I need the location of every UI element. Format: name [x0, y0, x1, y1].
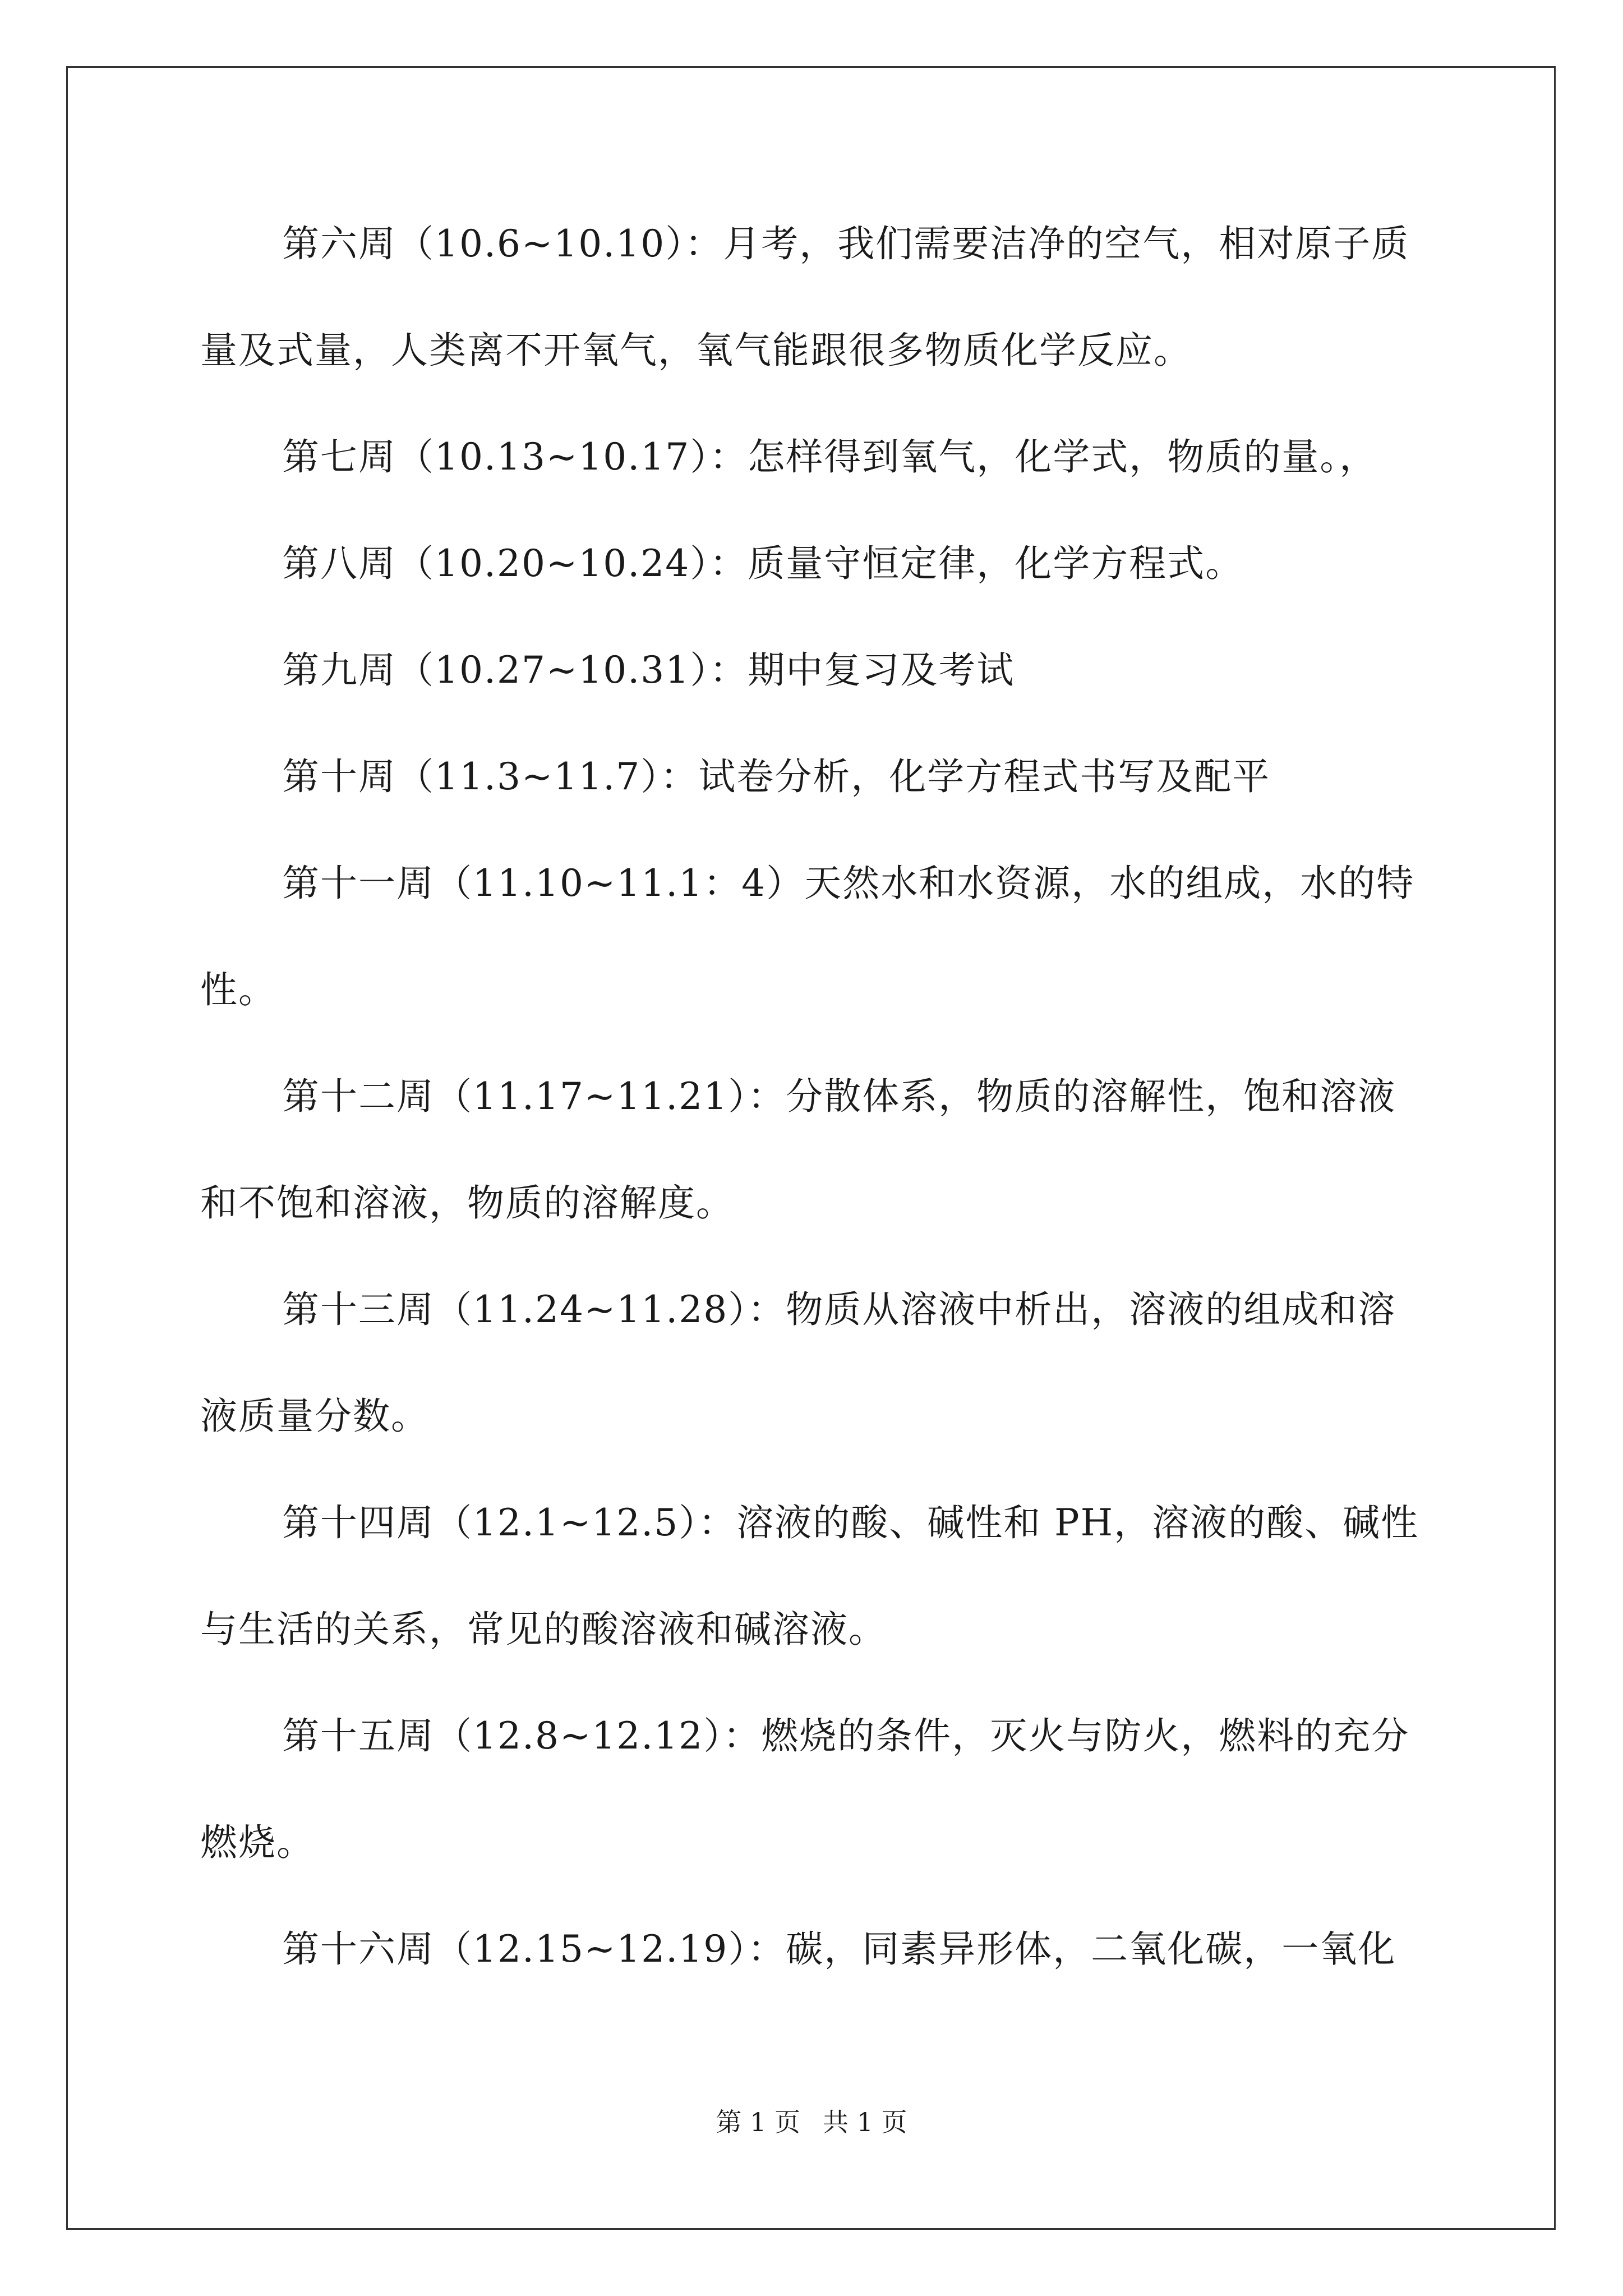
page-number: 第 1 页	[716, 2107, 800, 2137]
paragraph-week-11-line-1: 第十一周（11.10~11.1：4）天然水和水资源，水的组成，水的特	[282, 862, 1415, 905]
paragraph-week-8: 第八周（10.20~10.24）：质量守恒定律，化学方程式。	[282, 542, 1244, 585]
paragraph-week-9: 第九周（10.27~10.31）：期中复习及考试	[282, 648, 1015, 692]
page-footer	[0, 2106, 1623, 2138]
paragraph-week-11-line-2: 性。	[200, 968, 276, 1011]
paragraph-week-13-line-1: 第十三周（11.24~11.28）：物质从溶液中析出，溶液的组成和溶	[282, 1288, 1396, 1331]
paragraph-week-10: 第十周（11.3~11.7）：试卷分析，化学方程式书写及配平	[282, 755, 1271, 798]
page-border	[66, 66, 1556, 2230]
paragraph-week-15-line-1: 第十五周（12.8~12.12）：燃烧的条件，灭火与防火，燃料的充分	[282, 1714, 1410, 1757]
page-total: 共 1 页	[823, 2107, 907, 2137]
paragraph-week-14-line-1: 第十四周（12.1~12.5）：溶液的酸、碱性和 PH，溶液的酸、碱性	[282, 1501, 1419, 1544]
paragraph-week-13-line-2: 液质量分数。	[200, 1395, 429, 1438]
paragraph-week-7: 第七周（10.13~10.17）：怎样得到氧气，化学式，物质的量。，	[282, 435, 1378, 478]
paragraph-week-14-line-2: 与生活的关系，常见的酸溶液和碱溶液。	[200, 1608, 887, 1651]
paragraph-week-12-line-2: 和不饱和溶液，物质的溶解度。	[200, 1181, 734, 1225]
paragraph-week-15-line-2: 燃烧。	[200, 1821, 315, 1864]
paragraph-week-6-line-2: 量及式量，人类离不开氧气，氧气能跟很多物质化学反应。	[200, 329, 1192, 372]
paragraph-week-6-line-1: 第六周（10.6~10.10）：月考，我们需要洁净的空气，相对原子质	[282, 222, 1410, 265]
paragraph-week-16-line-1: 第十六周（12.15~12.19）：碳，同素异形体，二氧化碳，一氧化	[282, 1927, 1396, 1971]
paragraph-week-12-line-1: 第十二周（11.17~11.21）：分散体系，物质的溶解性，饱和溶液	[282, 1075, 1396, 1118]
